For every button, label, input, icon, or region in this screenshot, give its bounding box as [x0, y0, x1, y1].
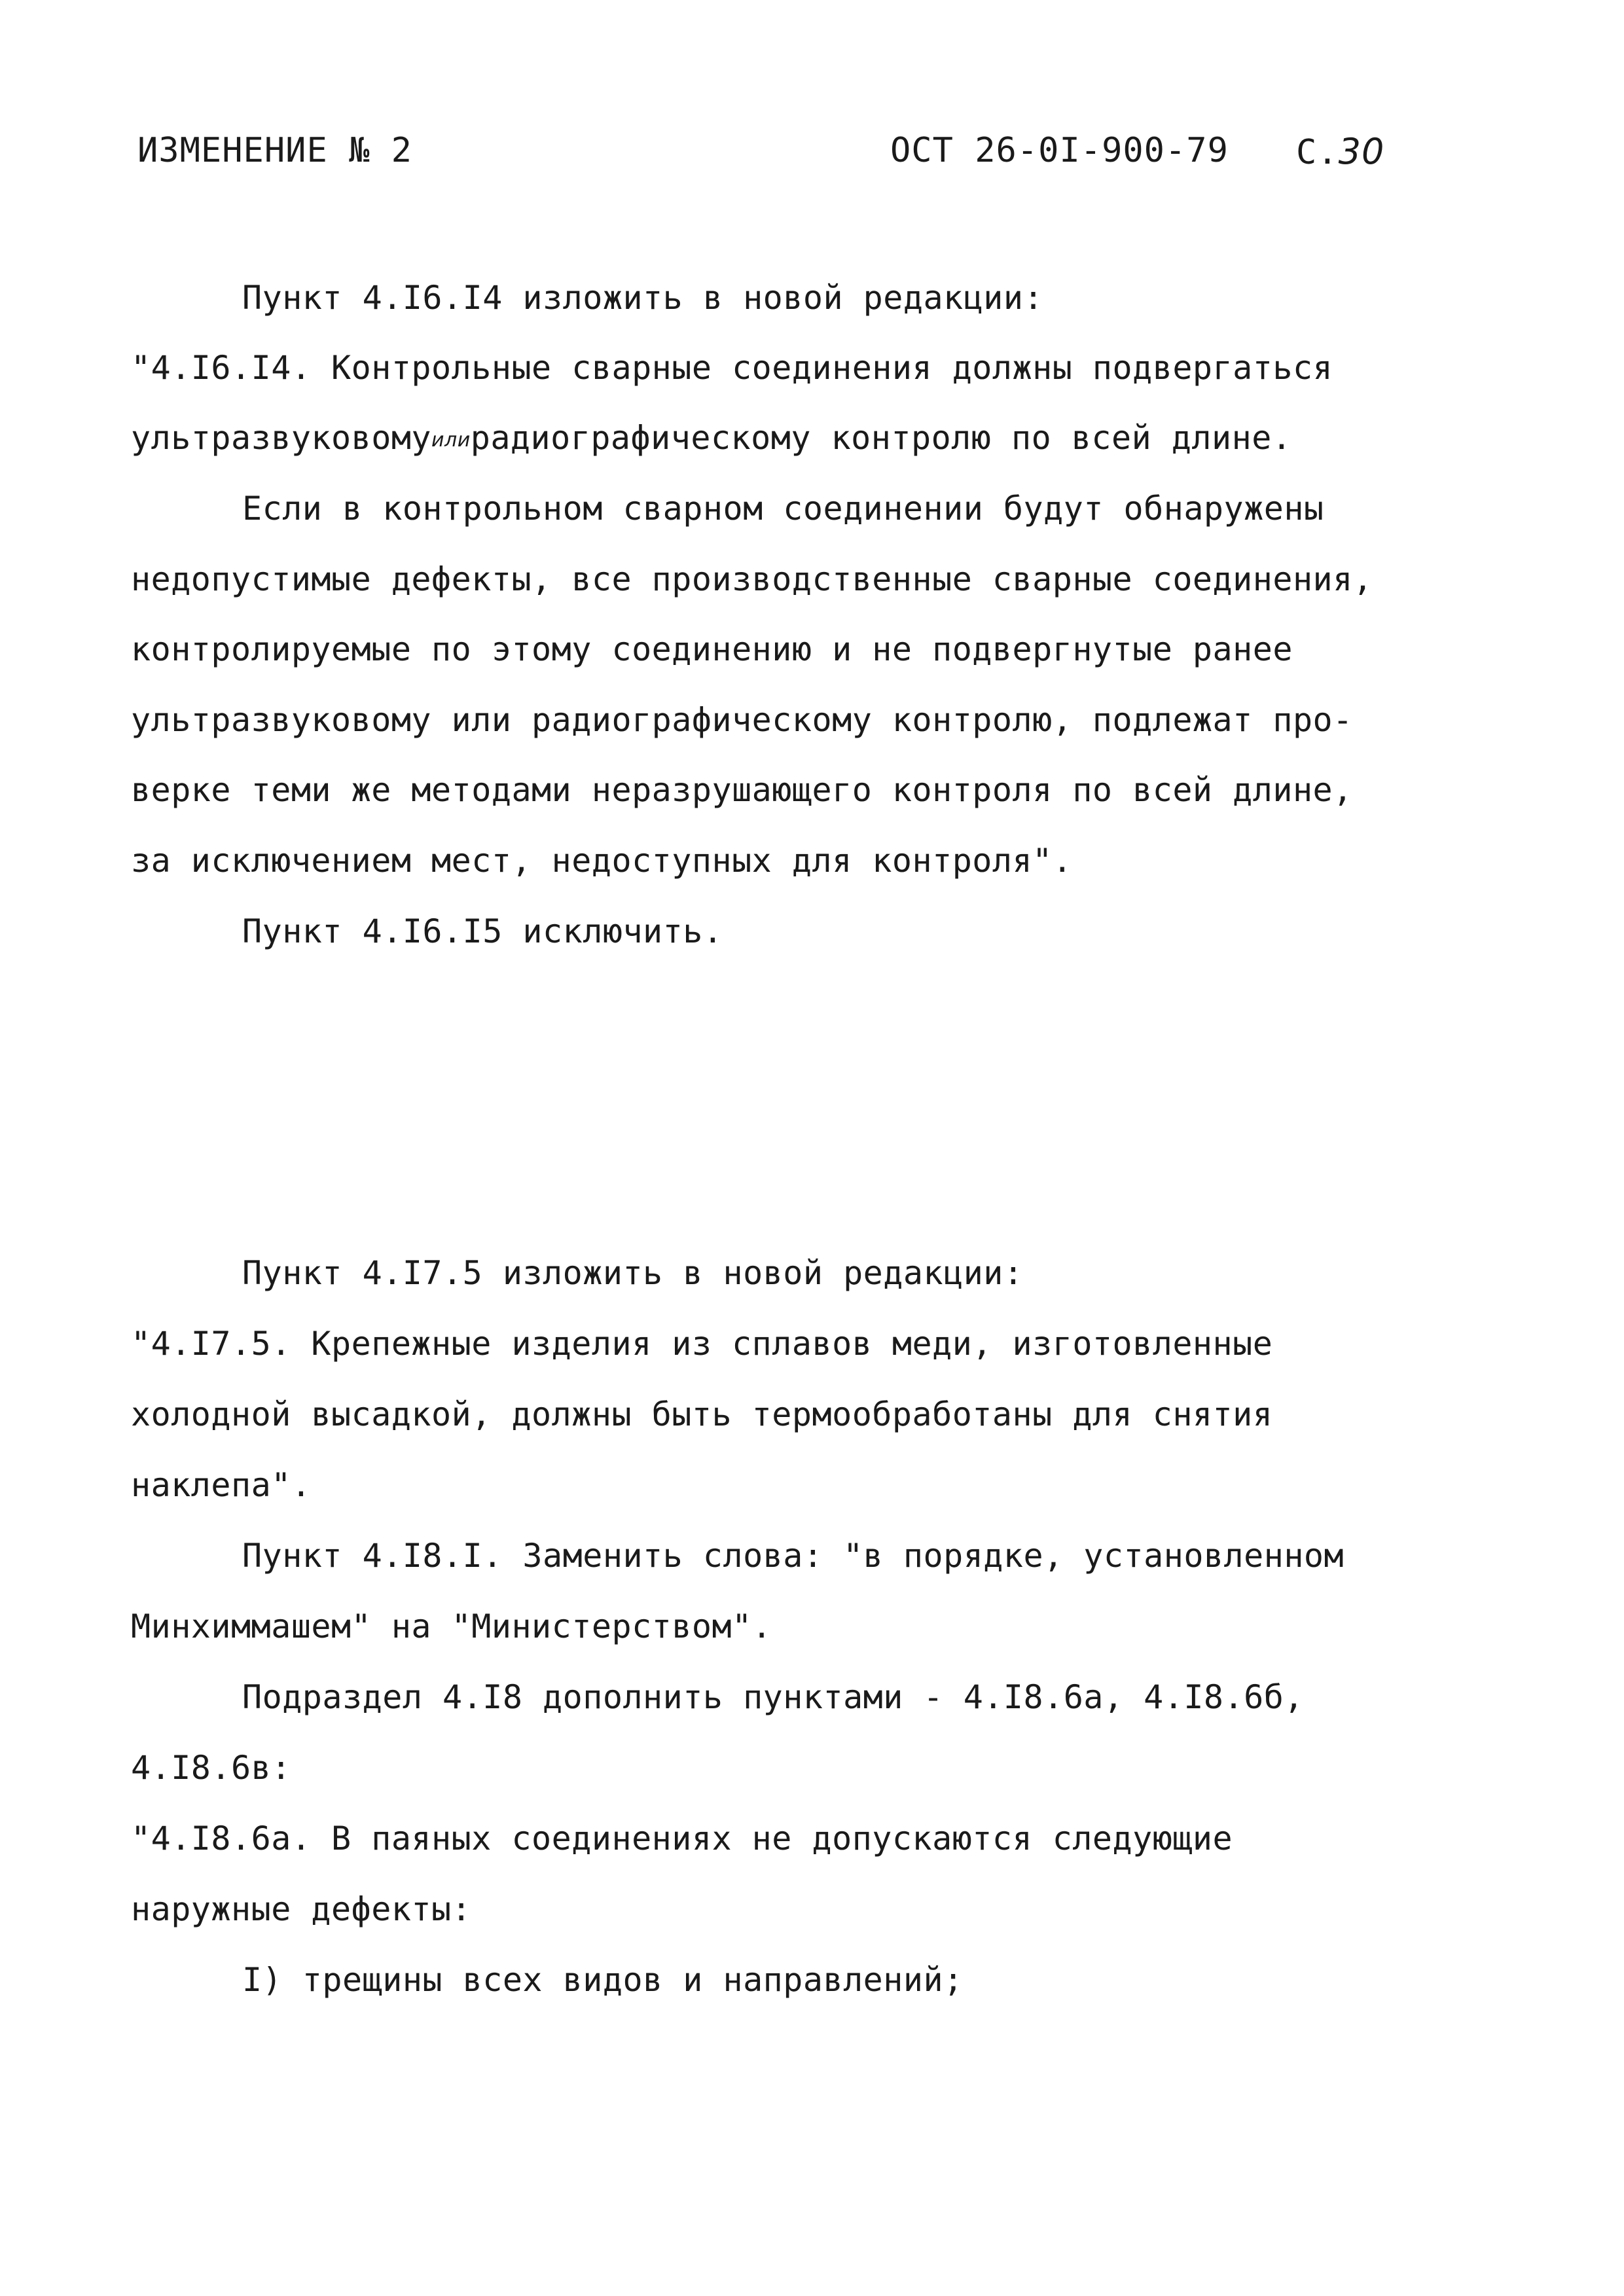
standard-number: ОСТ 26-0I-900-79 [890, 131, 1229, 170]
paragraph-line: Пункт 4.I7.5 изложить в новой редакции: [242, 1254, 1024, 1292]
paragraph-line: 4.I8.6в: [131, 1749, 291, 1787]
page-header [137, 131, 1486, 190]
paragraph-line: Пункт 4.I8.I. Заменить слова: "в порядке, установленном [242, 1537, 1344, 1575]
paragraph-line: Минхиммашем" на "Министерством". [131, 1607, 772, 1645]
paragraph-line: Подраздел 4.I8 дополнить пунктами - 4.I8.6а, 4.I8.6б, [242, 1678, 1304, 1716]
change-number: ИЗМЕНЕНИЕ № 2 [137, 131, 412, 170]
paragraph-line: "4.I7.5. Крепежные изделия из сплавов меди, изготовленные [131, 1325, 1273, 1363]
paragraph-line [131, 419, 1292, 457]
paragraph-line: Пункт 4.I6.I4 изложить в новой редакции: [242, 279, 1044, 317]
page-number-value: 30 [1338, 131, 1385, 172]
paragraph-line: ультразвуковому или радиографическому контролю, подлежат про- [131, 701, 1353, 739]
paragraph-line: недопустимые дефекты, все производственные сварные соединения, [131, 560, 1373, 598]
text-fragment: радиографическому контролю по всей длине. [470, 419, 1292, 457]
paragraph-line: холодной высадкой, должны быть термообработаны для снятия [131, 1395, 1273, 1433]
handwritten-insert: или [431, 429, 471, 452]
paragraph-line: за исключением мест, недоступных для контроля". [131, 842, 1073, 880]
page-number [1296, 131, 1384, 172]
paragraph-line: наклепа". [131, 1466, 312, 1504]
paragraph-line: верке теми же методами неразрушающего контроля по всей длине, [131, 771, 1353, 809]
paragraph-line: "4.I8.6а. В паяных соединениях не допускаются следующие [131, 1820, 1233, 1857]
paragraph-line: Пункт 4.I6.I5 исключить. [242, 912, 723, 950]
list-item: I) трещины всех видов и направлений; [242, 1961, 964, 1999]
paragraph-line: контролируемые по этому соединению и не подвергнутые ранее [131, 630, 1293, 668]
page-prefix: С. [1296, 133, 1339, 172]
paragraph-line: Если в контрольном сварном соединении будут обнаружены [242, 490, 1324, 528]
paragraph-line: "4.I6.I4. Контрольные сварные соединения должны подвергаться [131, 349, 1333, 387]
paragraph-line: наружные дефекты: [131, 1890, 472, 1928]
text-fragment: ультразвуковому [131, 419, 432, 457]
